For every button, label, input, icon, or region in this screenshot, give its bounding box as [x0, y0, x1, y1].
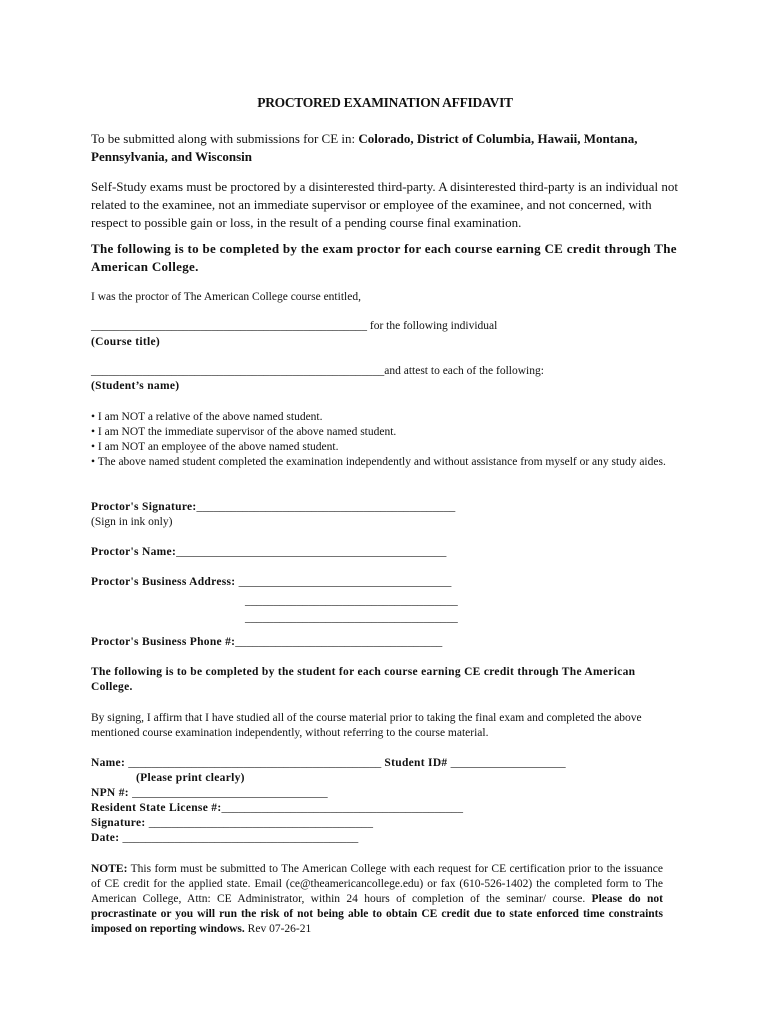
attestation-item: • I am NOT a relative of the above named student.	[91, 411, 323, 423]
resident-license-field[interactable]	[91, 801, 463, 816]
proctor-section-heading: The following is to be completed by the exam proctor for each course earning CE credit through The American College.	[91, 241, 677, 274]
student-signature-label: Signature:	[91, 817, 149, 829]
proctor-intro: I was the proctor of The American College course entitled,	[91, 291, 361, 303]
intro-prefix: To be submitted along with submissions for CE in:	[91, 131, 359, 146]
npn-blank[interactable]: __________________________________	[132, 787, 328, 799]
student-name-row[interactable]	[91, 756, 566, 771]
student-signature-field[interactable]	[91, 816, 373, 831]
intro-states-continued: Pennsylvania, and Wisconsin	[91, 149, 252, 164]
student-name-blank[interactable]: ____________________________________________	[128, 757, 382, 769]
proctor-address-label: Proctor's Business Address:	[91, 576, 239, 588]
proctor-signature-label: Proctor's Signature:	[91, 501, 197, 513]
npn-field[interactable]	[91, 786, 328, 801]
course-title-line[interactable]: ________________________________________________ for the following individual	[91, 320, 498, 332]
submission-note	[91, 862, 663, 937]
attestation-item: • The above named student completed the examination independently and without assistance from myself or any study aides.	[91, 456, 666, 468]
proctor-address-blank-2[interactable]: _____________________________________	[245, 595, 458, 607]
signature-ink-note: (Sign in ink only)	[91, 516, 173, 528]
date-label: Date:	[91, 832, 123, 844]
attestation-item: • I am NOT the immediate supervisor of the above named student.	[91, 426, 397, 438]
attestation-item: • I am NOT an employee of the above named student.	[91, 441, 339, 453]
student-affirmation: By signing, I affirm that I have studied all of the course material prior to taking the final exam and completed the above mentioned course examination independently, without referring to the course material.	[91, 712, 642, 739]
proctor-address-blank-1[interactable]: _____________________________________	[238, 576, 452, 588]
attestation-list	[91, 410, 681, 470]
page-title: PROCTORED EXAMINATION AFFIDAVIT	[257, 95, 513, 110]
proctor-phone-label: Proctor's Business Phone #:	[91, 636, 236, 648]
student-id-blank[interactable]: ____________________	[450, 757, 566, 769]
note-text: This form must be submitted to The American College with each request for CE certification prior to the issuance of CE credit for the applied state. Email (ce@theamericancollege.edu) or fax (610-526-1402) the completed form to The American College, Attn: CE Administrator, within 24 hours of completion of the seminar/ course.	[91, 863, 663, 905]
student-section-heading: The following is to be completed by the student for each course earning CE credit through The American College.	[91, 666, 636, 693]
intro-paragraph	[91, 130, 681, 166]
date-field[interactable]	[91, 831, 358, 846]
self-study-paragraph: Self-Study exams must be proctored by a disinterested third-party. A disinterested third-party is an individual not related to the examinee, not an immediate supervisor or employee of the examinee, and not concerned, with respect to possible gain or loss, in the result of a pending course final examination.	[91, 179, 678, 230]
npn-label: NPN #:	[91, 787, 133, 799]
proctor-signature-blank[interactable]: _____________________________________________	[196, 501, 456, 513]
student-id-label: Student ID#	[381, 757, 451, 769]
proctor-name-label: Proctor's Name:	[91, 546, 177, 558]
revision-date: Rev 07-26-21	[244, 923, 312, 935]
date-blank[interactable]: _________________________________________	[122, 832, 359, 844]
proctor-name-blank[interactable]: _______________________________________________	[176, 546, 447, 558]
proctor-address-blank-3[interactable]: _____________________________________	[245, 612, 458, 624]
student-name-field-label: Name:	[91, 757, 129, 769]
note-warning: Please do not procrastinate or you will run the risk of not being able to obtain CE credit due to state enforced time constraints imposed on reporting windows.	[91, 893, 663, 935]
resident-license-label: Resident State License #:	[91, 802, 222, 814]
student-signature-blank[interactable]: _______________________________________	[148, 817, 373, 829]
resident-license-blank[interactable]: __________________________________________	[221, 802, 463, 814]
course-title-label: (Course title)	[91, 336, 161, 348]
proctor-signature-field[interactable]	[91, 500, 455, 515]
intro-states: Colorado, District of Columbia, Hawaii, Montana,	[358, 131, 638, 146]
proctor-address-field[interactable]	[91, 575, 451, 590]
proctor-name-field[interactable]	[91, 545, 446, 560]
print-clearly-note: (Please print clearly)	[136, 772, 245, 784]
note-label: NOTE:	[91, 863, 128, 875]
proctor-phone-field[interactable]	[91, 635, 442, 650]
proctor-phone-blank[interactable]: ____________________________________	[235, 636, 443, 648]
student-name-line[interactable]: ___________________________________________________and attest to each of the following:	[91, 365, 544, 377]
student-name-label: (Student’s name)	[91, 380, 180, 392]
